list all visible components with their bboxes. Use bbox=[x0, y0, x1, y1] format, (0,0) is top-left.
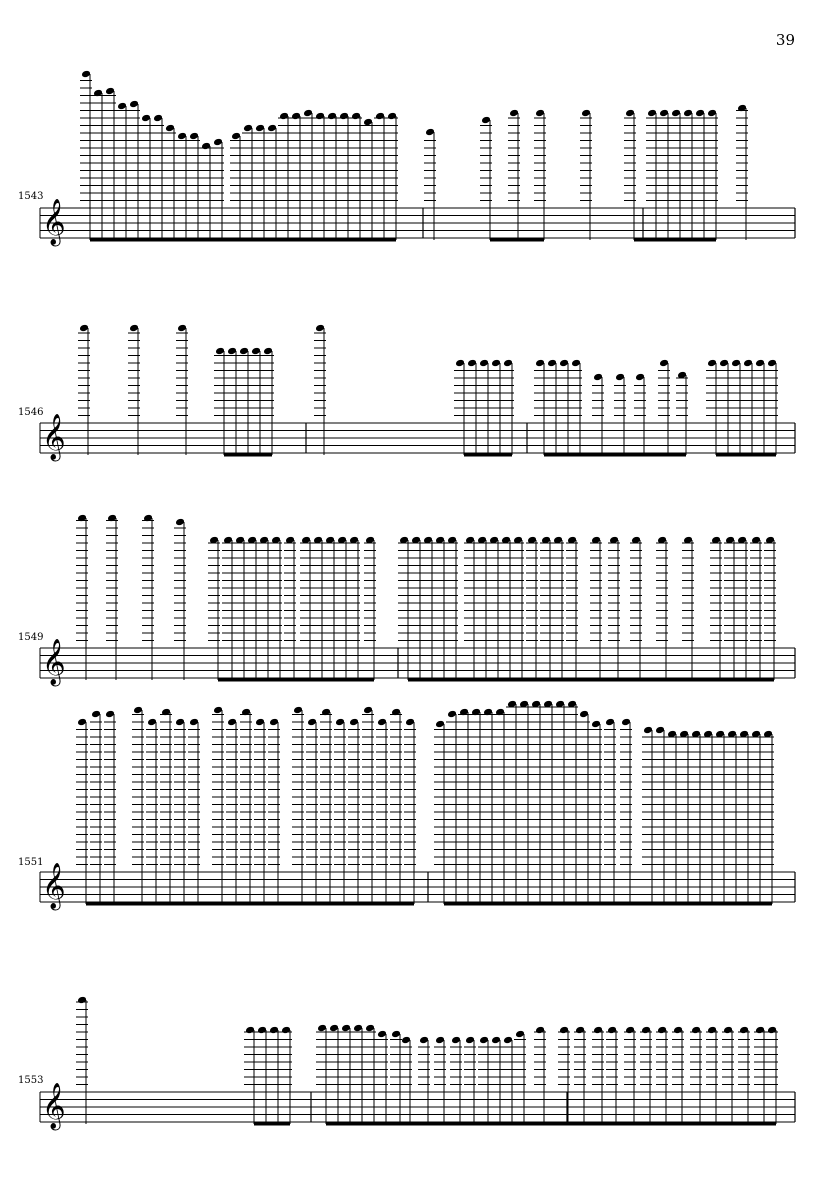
measure-number: 1546 bbox=[18, 407, 44, 418]
note-head bbox=[621, 718, 631, 727]
note-head bbox=[245, 1026, 255, 1035]
note-head bbox=[341, 1024, 351, 1033]
note-head bbox=[79, 324, 89, 333]
note-head bbox=[231, 132, 241, 141]
treble-clef-icon: 𝄞 bbox=[42, 639, 66, 685]
note-head bbox=[767, 1026, 777, 1035]
note-head bbox=[281, 1026, 291, 1035]
note-head bbox=[465, 1036, 475, 1045]
note-head bbox=[591, 720, 601, 729]
note-head bbox=[467, 359, 477, 368]
note-head bbox=[691, 1026, 701, 1035]
note-head bbox=[515, 1030, 525, 1039]
note-head bbox=[593, 373, 603, 382]
note-head bbox=[559, 359, 569, 368]
note-head bbox=[575, 1026, 585, 1035]
note-head bbox=[479, 1036, 489, 1045]
note-head bbox=[683, 109, 693, 118]
note-head bbox=[425, 128, 435, 137]
note-head bbox=[641, 1026, 651, 1035]
note-head bbox=[327, 112, 337, 121]
system-1 bbox=[0, 150, 835, 280]
note-head bbox=[263, 347, 273, 356]
note-head bbox=[315, 112, 325, 121]
note-head bbox=[239, 347, 249, 356]
treble-clef-icon: 𝄞 bbox=[42, 199, 66, 245]
note-head bbox=[647, 109, 657, 118]
note-head bbox=[375, 112, 385, 121]
note-head bbox=[707, 1026, 717, 1035]
measure-number: 1551 bbox=[18, 857, 44, 868]
note-head bbox=[243, 124, 253, 133]
note-head bbox=[227, 718, 237, 727]
staff-svg bbox=[0, 370, 835, 500]
note-head bbox=[401, 1036, 411, 1045]
note-head bbox=[153, 114, 163, 123]
note-head bbox=[177, 132, 187, 141]
note-head bbox=[279, 112, 289, 121]
note-head bbox=[349, 718, 359, 727]
note-head bbox=[695, 109, 705, 118]
system-5 bbox=[0, 1030, 835, 1160]
note-head bbox=[419, 1036, 429, 1045]
note-head bbox=[607, 1026, 617, 1035]
measure-number: 1553 bbox=[18, 1075, 44, 1086]
note-head bbox=[535, 1026, 545, 1035]
note-head bbox=[405, 718, 415, 727]
note-head bbox=[571, 359, 581, 368]
system-3 bbox=[0, 585, 835, 715]
note-head bbox=[435, 720, 445, 729]
note-head bbox=[117, 102, 127, 111]
note-head bbox=[201, 142, 211, 151]
note-head bbox=[739, 1026, 749, 1035]
note-head bbox=[105, 87, 115, 96]
note-head bbox=[615, 373, 625, 382]
note-head bbox=[267, 124, 277, 133]
note-head bbox=[707, 359, 717, 368]
note-head bbox=[509, 109, 519, 118]
note-head bbox=[655, 726, 665, 735]
note-head bbox=[767, 359, 777, 368]
note-head bbox=[257, 1026, 267, 1035]
note-head bbox=[307, 718, 317, 727]
note-head bbox=[581, 109, 591, 118]
note-head bbox=[723, 1026, 733, 1035]
note-head bbox=[175, 718, 185, 727]
note-head bbox=[363, 118, 373, 127]
note-head bbox=[189, 132, 199, 141]
note-head bbox=[535, 109, 545, 118]
note-head bbox=[215, 347, 225, 356]
system-4 bbox=[0, 810, 835, 940]
note-head bbox=[141, 114, 151, 123]
note-head bbox=[189, 718, 199, 727]
staff-svg bbox=[0, 1030, 835, 1160]
note-head bbox=[377, 718, 387, 727]
note-head bbox=[625, 1026, 635, 1035]
note-head bbox=[671, 109, 681, 118]
note-head bbox=[147, 718, 157, 727]
note-head bbox=[503, 1036, 513, 1045]
note-head bbox=[547, 359, 557, 368]
note-head bbox=[743, 359, 753, 368]
treble-clef-icon: 𝄞 bbox=[42, 414, 66, 460]
note-head bbox=[435, 1036, 445, 1045]
note-head bbox=[657, 1026, 667, 1035]
note-head bbox=[81, 70, 91, 79]
treble-clef-icon: 𝄞 bbox=[42, 863, 66, 909]
note-head bbox=[213, 138, 223, 147]
note-head bbox=[593, 1026, 603, 1035]
note-head bbox=[491, 359, 501, 368]
note-head bbox=[339, 112, 349, 121]
note-head bbox=[755, 1026, 765, 1035]
note-head bbox=[353, 1024, 363, 1033]
note-head bbox=[387, 112, 397, 121]
note-head bbox=[255, 718, 265, 727]
note-head bbox=[251, 347, 261, 356]
note-head bbox=[351, 112, 361, 121]
note-head bbox=[165, 124, 175, 133]
note-head bbox=[481, 116, 491, 125]
note-head bbox=[269, 718, 279, 727]
note-head bbox=[391, 1030, 401, 1039]
note-head bbox=[335, 718, 345, 727]
note-head bbox=[455, 359, 465, 368]
staff-svg bbox=[0, 810, 835, 940]
note-head bbox=[559, 1026, 569, 1035]
note-head bbox=[269, 1026, 279, 1035]
note-head bbox=[707, 109, 717, 118]
system-2 bbox=[0, 370, 835, 500]
note-head bbox=[673, 1026, 683, 1035]
note-head bbox=[291, 112, 301, 121]
note-head bbox=[491, 1036, 501, 1045]
note-head bbox=[625, 109, 635, 118]
measure-number: 1549 bbox=[18, 632, 44, 643]
note-head bbox=[77, 996, 87, 1005]
note-head bbox=[129, 324, 139, 333]
note-head bbox=[451, 1036, 461, 1045]
note-head bbox=[129, 100, 139, 109]
note-head bbox=[659, 359, 669, 368]
note-head bbox=[329, 1024, 339, 1033]
note-head bbox=[77, 718, 87, 727]
note-head bbox=[175, 518, 185, 527]
note-head bbox=[377, 1030, 387, 1039]
treble-clef-icon: 𝄞 bbox=[42, 1083, 66, 1129]
note-head bbox=[635, 373, 645, 382]
note-head bbox=[227, 347, 237, 356]
note-head bbox=[303, 109, 313, 118]
page-number: 39 bbox=[775, 31, 795, 49]
note-head bbox=[479, 359, 489, 368]
note-head bbox=[315, 324, 325, 333]
note-head bbox=[317, 1024, 327, 1033]
measure-number: 1543 bbox=[18, 191, 44, 202]
note-head bbox=[755, 359, 765, 368]
note-head bbox=[605, 718, 615, 727]
note-head bbox=[177, 324, 187, 333]
note-head bbox=[719, 359, 729, 368]
note-head bbox=[255, 124, 265, 133]
note-head bbox=[643, 726, 653, 735]
note-head bbox=[535, 359, 545, 368]
note-head bbox=[503, 359, 513, 368]
note-head bbox=[365, 1024, 375, 1033]
note-head bbox=[731, 359, 741, 368]
staff-svg bbox=[0, 150, 835, 280]
staff-svg bbox=[0, 585, 835, 715]
note-head bbox=[659, 109, 669, 118]
